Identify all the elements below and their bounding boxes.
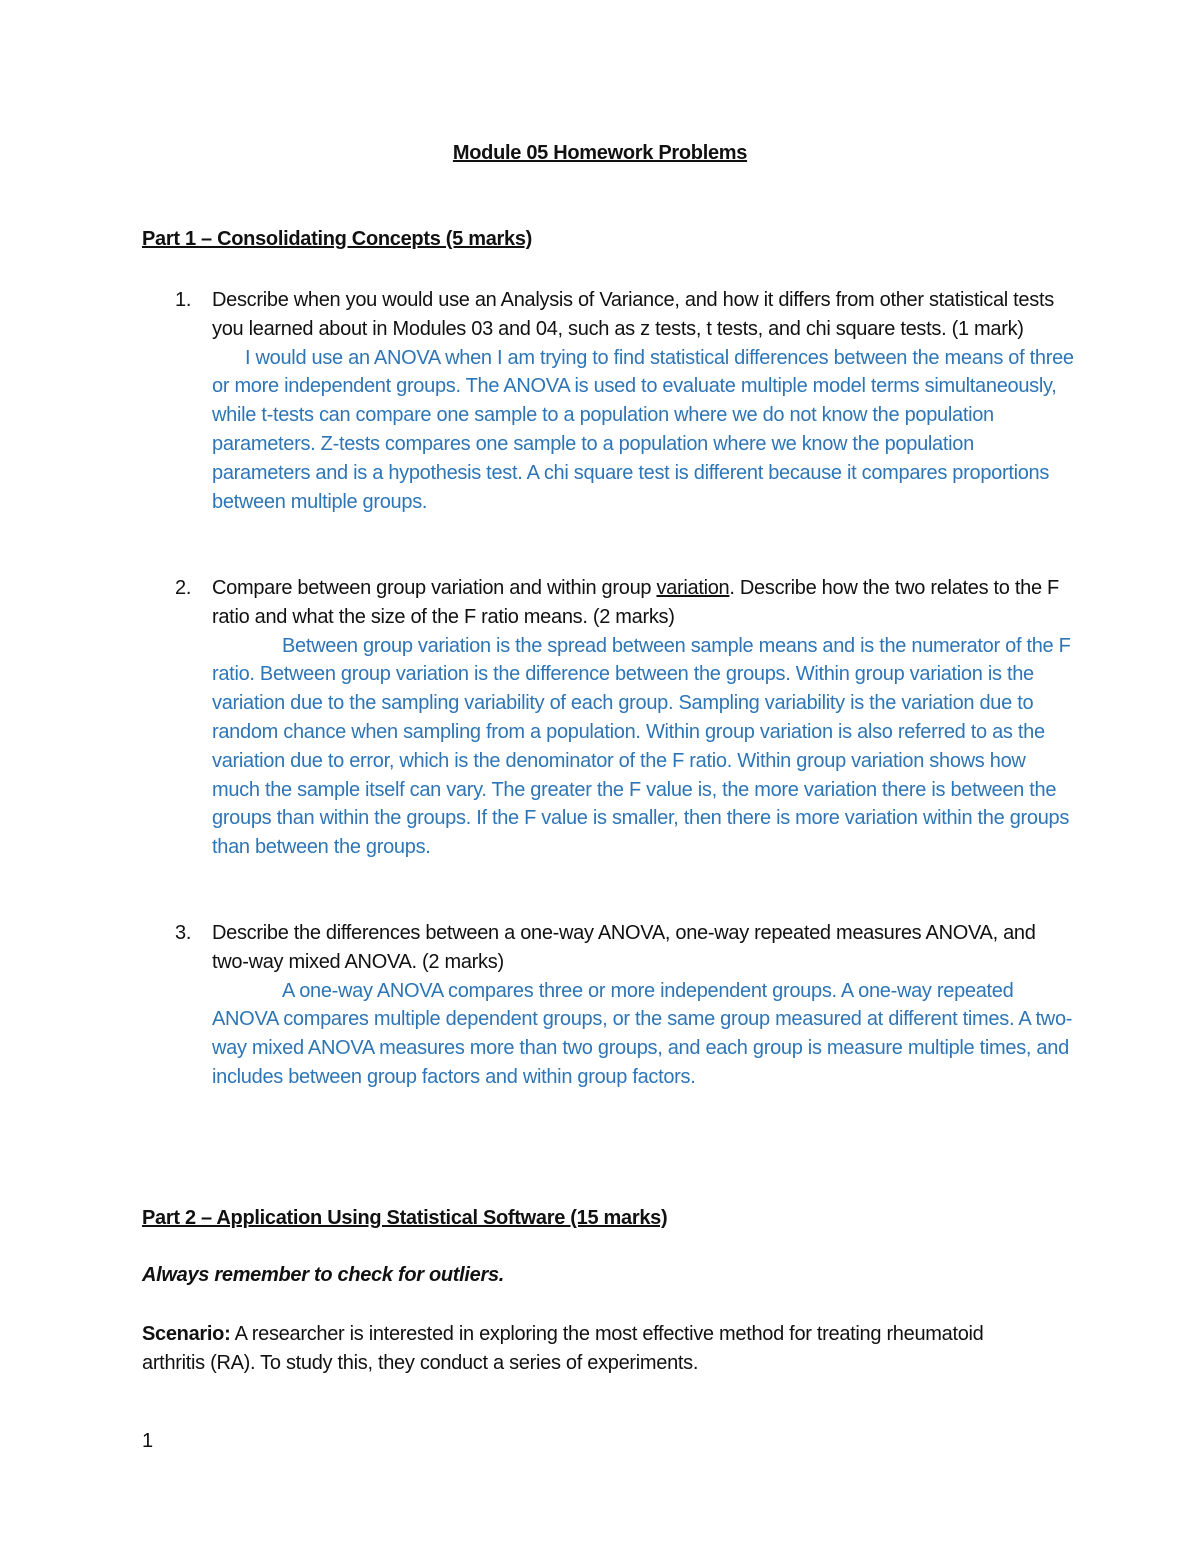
- scenario-paragraph: [142, 1320, 1042, 1378]
- answer-rest: means of three or more independent groups. The ANOVA is used to evaluate multiple model terms simultaneously, while t-tests can compare one sample to a population where we do not know the population parameters. Z-tests compares one sample to a population where we know the population parameters and is a hypothesis test. A chi square test is different because it compares proportions between multiple groups.: [212, 346, 1074, 513]
- scenario-text: A researcher is interested in exploring the most effective method for treating rheumatoid arthritis (RA). To study this, they conduct a series of experiments.: [142, 1323, 984, 1374]
- answer-rest: repeated ANOVA compares multiple dependent groups, or the same group measured at different times. A two-way mixed ANOVA measures more than two groups, and each group is measure multiple times, and includes between group factors and within group factors.: [212, 979, 1073, 1088]
- page-number: 1: [142, 1430, 154, 1452]
- question-number: 1.: [175, 289, 192, 311]
- question-number: 3.: [175, 922, 192, 944]
- part1-heading: Part 1 – Consolidating Concepts (5 marks): [142, 228, 533, 250]
- answer-text: [212, 344, 1075, 517]
- question-3: [175, 919, 1075, 1092]
- answer-lead: I would use an ANOVA when I am trying to find statistical differences between the: [245, 346, 940, 369]
- question-text: Compare between group variation and within group variation. Describe how the two relates to the F ratio and what the size of the F ratio means. (2 marks): [212, 577, 1059, 628]
- answer-text: [212, 632, 1075, 862]
- underlined-word: variation: [656, 577, 730, 599]
- question-2: [175, 574, 1075, 862]
- answer-lead: A one-way ANOVA compares three or more independent groups. A one-way: [282, 979, 932, 1002]
- answer-text: [212, 977, 1075, 1092]
- outlier-note: Always remember to check for outliers.: [142, 1264, 505, 1286]
- part2-heading: Part 2 – Application Using Statistical Software (15 marks): [142, 1207, 668, 1229]
- question-text: Describe the differences between a one-way ANOVA, one-way repeated measures ANOVA, and two-way mixed ANOVA. (2 marks): [212, 922, 1036, 973]
- answer-rest: numerator of the F ratio. Between group variation is the difference between the groups. Within group variation is the variation due to the sampling variability of each group. Sampling variability is the variation due to random chance when sampling from a population. Within group variation is also referred to as the variation due to error, which is the denominator of the F ratio. Within group variation shows how much the sample itself can vary. The greater the F value is, the more variation there is between the groups than within the groups. If the F value is smaller, then there is more variation within the groups than between the groups.: [212, 634, 1071, 859]
- question-text: Describe when you would use an Analysis of Variance, and how it differs from other statistical tests you learned about in Modules 03 and 04, such as z tests, t tests, and chi square tests. (1 mark): [212, 289, 1054, 340]
- answer-lead: Between group variation is the spread between sample means and is the: [282, 634, 907, 657]
- question-number: 2.: [175, 577, 192, 599]
- question-1: [175, 286, 1075, 516]
- document-title: Module 05 Homework Problems: [452, 142, 748, 164]
- scenario-label: Scenario:: [142, 1323, 231, 1345]
